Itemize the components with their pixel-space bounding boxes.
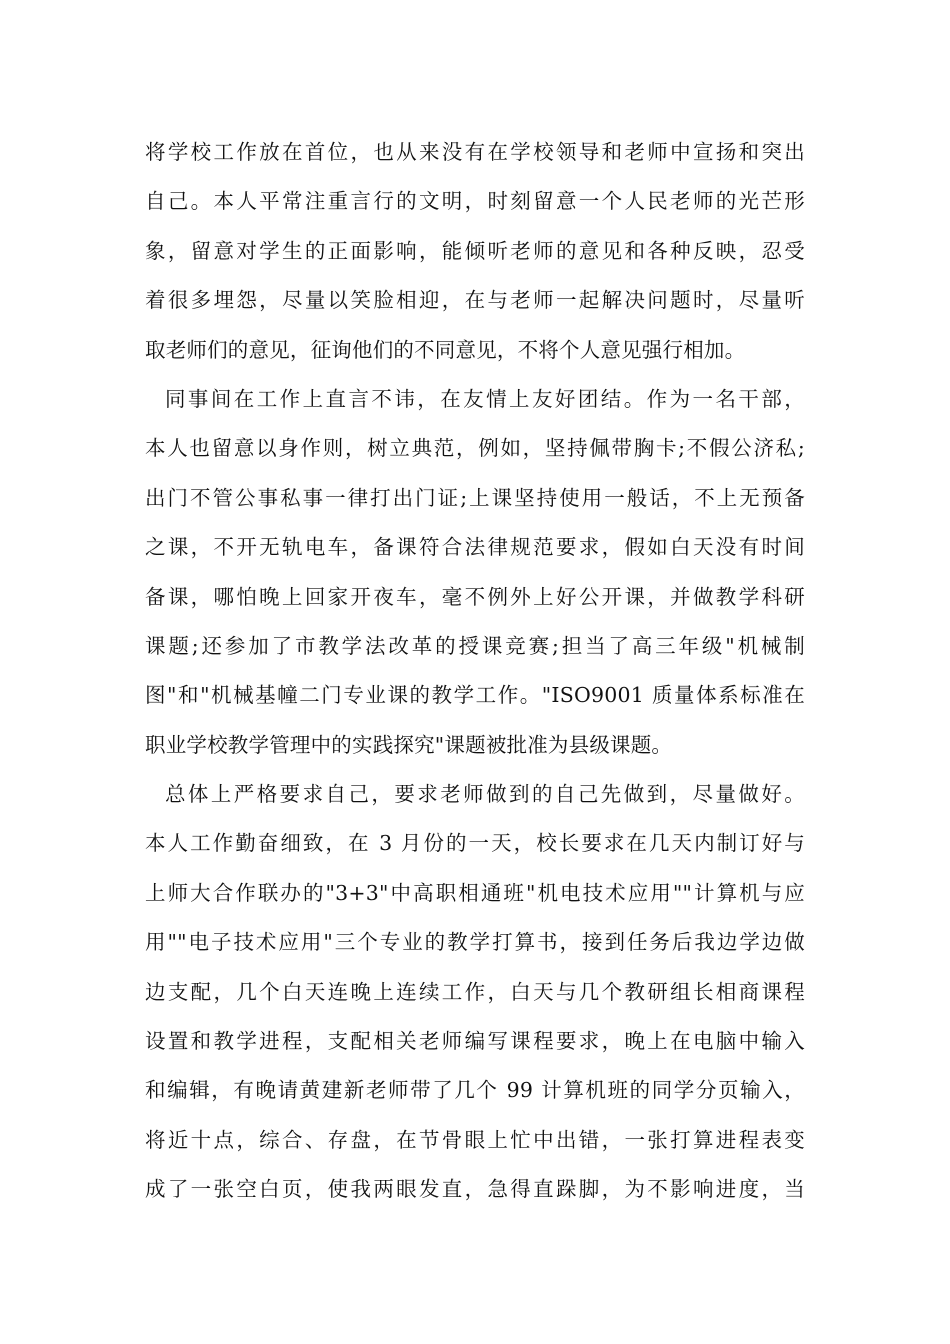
text-line: 边支配，几个白天连晚上连续工作，白天与几个教研组长相商课程 <box>145 979 805 1004</box>
text-line: 之课，不开无轨电车，备课符合法律规范要求，假如白天没有时间 <box>145 535 805 560</box>
text-line: 上师大合作联办的"3+3"中高职相通班"机电技术应用""计算机与应 <box>145 880 805 905</box>
text-line: 自己。本人平常注重言行的文明，时刻留意一个人民老师的光芒形 <box>145 189 805 214</box>
text-line: 用""电子技术应用"三个专业的教学打算书，接到任务后我边学边做 <box>145 930 805 955</box>
text-line: 总体上严格要求自己，要求老师做到的自己先做到，尽量做好。 <box>165 782 805 807</box>
text-line: 成了一张空白页，使我两眼发直，急得直跺脚，为不影响进度，当 <box>145 1177 805 1202</box>
text-line: 将近十点，综合、存盘，在节骨眼上忙中出错，一张打算进程表变 <box>145 1127 805 1152</box>
text-line: 本人工作勤奋细致，在 3 月份的一天，校长要求在几天内制订好与 <box>145 831 805 856</box>
text-line: 职业学校教学管理中的实践探究"课题被批准为县级课题。 <box>145 732 673 757</box>
document-body <box>145 128 805 1215</box>
text-line: 本人也留意以身作则，树立典范，例如，坚持佩带胸卡;不假公济私; <box>145 436 805 461</box>
text-line: 取老师们的意见，征询他们的不同意见，不将个人意见强行相加。 <box>145 337 746 362</box>
text-line: 将学校工作放在首位，也从来没有在学校领导和老师中宣扬和突出 <box>145 140 805 164</box>
text-line: 象，留意对学生的正面影响，能倾听老师的意见和各种反映，忍受 <box>145 238 805 263</box>
text-line: 和编辑，有晚请黄建新老师带了几个 99 计算机班的同学分页输入， <box>145 1078 805 1103</box>
text-line: 同事间在工作上直言不讳，在友情上友好团结。作为一名干部， <box>165 386 805 411</box>
text-line: 出门不管公事私事一律打出门证;上课坚持使用一般话，不上无预备 <box>145 485 805 510</box>
text-line: 图"和"机械基幢二门专业课的教学工作。"ISO9001 质量体系标准在 <box>145 683 805 708</box>
text-line: 备课，哪怕晚上回家开夜车，毫不例外上好公开课，并做教学科研 <box>145 584 805 609</box>
text-line: 着很多埋怨，尽量以笑脸相迎，在与老师一起解决问题时，尽量听 <box>145 288 805 313</box>
text-line: 设置和教学进程，支配相关老师编写课程要求，晚上在电脑中输入 <box>145 1029 805 1054</box>
text-line: 课题;还参加了市教学法改革的授课竞赛;担当了高三年级"机械制 <box>145 633 805 658</box>
